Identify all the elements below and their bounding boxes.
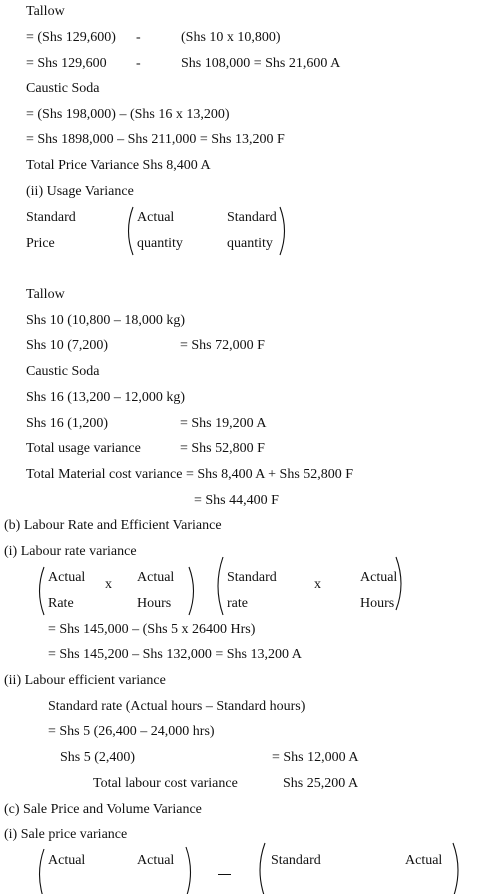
usage-standard-label: Standard — [26, 210, 76, 225]
labour-efficiency-line2: = Shs 5 (26,400 – 24,000 hrs) — [48, 724, 215, 739]
labour-standard-label: Standard — [227, 570, 277, 585]
labour-left-paren-1 — [33, 566, 47, 616]
labour-actual-hours2-label: Actual — [360, 570, 398, 585]
total-labour-cost-variance-value: Shs 25,200 A — [283, 776, 359, 791]
tallow-heading: Tallow — [26, 4, 65, 19]
caustic-usage-line2-right: = Shs 19,200 A — [180, 416, 267, 431]
tallow-price-line1-right: (Shs 10 x 10,800) — [181, 30, 281, 45]
labour-efficiency-line1: Standard rate (Actual hours – Standard hours) — [48, 699, 306, 714]
usage-standard2-label: Standard — [227, 210, 277, 225]
tallow-usage-line1: Shs 10 (10,800 – 18,000 kg) — [26, 313, 186, 328]
sales-heading: (c) Sale Price and Volume Variance — [4, 802, 202, 817]
labour-multiply-2: x — [314, 577, 321, 592]
labour-heading: (b) Labour Rate and Efficient Variance — [4, 518, 222, 533]
total-material-cost-result: = Shs 44,400 F — [194, 493, 279, 508]
caustic-usage-line2-left: Shs 16 (1,200) — [26, 416, 109, 431]
total-usage-variance-value: = Shs 52,800 F — [180, 441, 265, 456]
tallow-usage-line2-left: Shs 10 (7,200) — [26, 338, 109, 353]
usage-standard-quantity-label: quantity — [227, 236, 273, 251]
total-price-variance: Total Price Variance Shs 8,400 A — [26, 158, 211, 173]
tallow-usage-heading: Tallow — [26, 287, 65, 302]
tallow-usage-line2-right: = Shs 72,000 F — [180, 338, 265, 353]
labour-standard-rate-label: rate — [227, 596, 248, 611]
labour-hours2-label: Hours — [360, 596, 395, 611]
total-labour-cost-variance-label: Total labour cost variance — [93, 776, 238, 791]
tallow-price-line2-dash: - — [136, 56, 141, 71]
labour-multiply-1: x — [105, 577, 112, 592]
labour-left-paren-2 — [212, 556, 226, 616]
usage-actual-label: Actual — [137, 210, 175, 225]
usage-variance-heading: (ii) Usage Variance — [26, 184, 134, 199]
usage-actual-quantity-label: quantity — [137, 236, 183, 251]
labour-efficiency-line3-right: = Shs 12,000 A — [272, 750, 359, 765]
labour-efficiency-heading: (ii) Labour efficient variance — [4, 673, 166, 688]
sales-actual-label-3: Actual — [405, 853, 443, 868]
tallow-price-line1-dash: - — [136, 30, 141, 45]
labour-rate-label: Rate — [48, 596, 74, 611]
sales-left-paren-2 — [254, 842, 268, 894]
sales-actual-label-2: Actual — [137, 853, 175, 868]
labour-actual-rate-label: Actual — [48, 570, 86, 585]
usage-right-paren — [277, 206, 291, 256]
sales-right-paren-2 — [450, 842, 464, 894]
tallow-price-line1-left: = (Shs 129,600) — [26, 30, 116, 45]
usage-left-paren — [122, 206, 136, 256]
caustic-usage-heading: Caustic Soda — [26, 364, 100, 379]
tallow-price-line2-left: = Shs 129,600 — [26, 56, 107, 71]
caustic-price-line1: = (Shs 198,000) – (Shs 16 x 13,200) — [26, 107, 230, 122]
sales-left-paren-1 — [33, 848, 47, 894]
labour-actual-hours-label: Actual — [137, 570, 175, 585]
labour-rate-line2: = Shs 145,200 – Shs 132,000 = Shs 13,200 A — [48, 647, 302, 662]
labour-right-paren-2 — [393, 556, 407, 611]
labour-rate-line1: = Shs 145,000 – (Shs 5 x 26400 Hrs) — [48, 622, 256, 637]
caustic-price-line2: = Shs 1898,000 – Shs 211,000 = Shs 13,200 F — [26, 132, 285, 147]
caustic-usage-line1: Shs 16 (13,200 – 12,000 kg) — [26, 390, 186, 405]
labour-right-paren-1 — [186, 566, 200, 616]
total-material-cost-variance: Total Material cost variance = Shs 8,400 A + Shs 52,800 F — [26, 467, 354, 482]
usage-price-label: Price — [26, 236, 55, 251]
sales-right-paren-1 — [183, 846, 197, 894]
caustic-heading: Caustic Soda — [26, 81, 100, 96]
sales-standard-label: Standard — [271, 853, 321, 868]
sales-price-heading: (i) Sale price variance — [4, 827, 128, 842]
total-usage-variance-label: Total usage variance — [26, 441, 141, 456]
sales-actual-label-1: Actual — [48, 853, 86, 868]
labour-rate-heading: (i) Labour rate variance — [4, 544, 137, 559]
tallow-price-line2-right: Shs 108,000 = Shs 21,600 A — [181, 56, 341, 71]
labour-hours-label: Hours — [137, 596, 172, 611]
minus-sign — [218, 874, 231, 875]
labour-efficiency-line3-left: Shs 5 (2,400) — [60, 750, 136, 765]
